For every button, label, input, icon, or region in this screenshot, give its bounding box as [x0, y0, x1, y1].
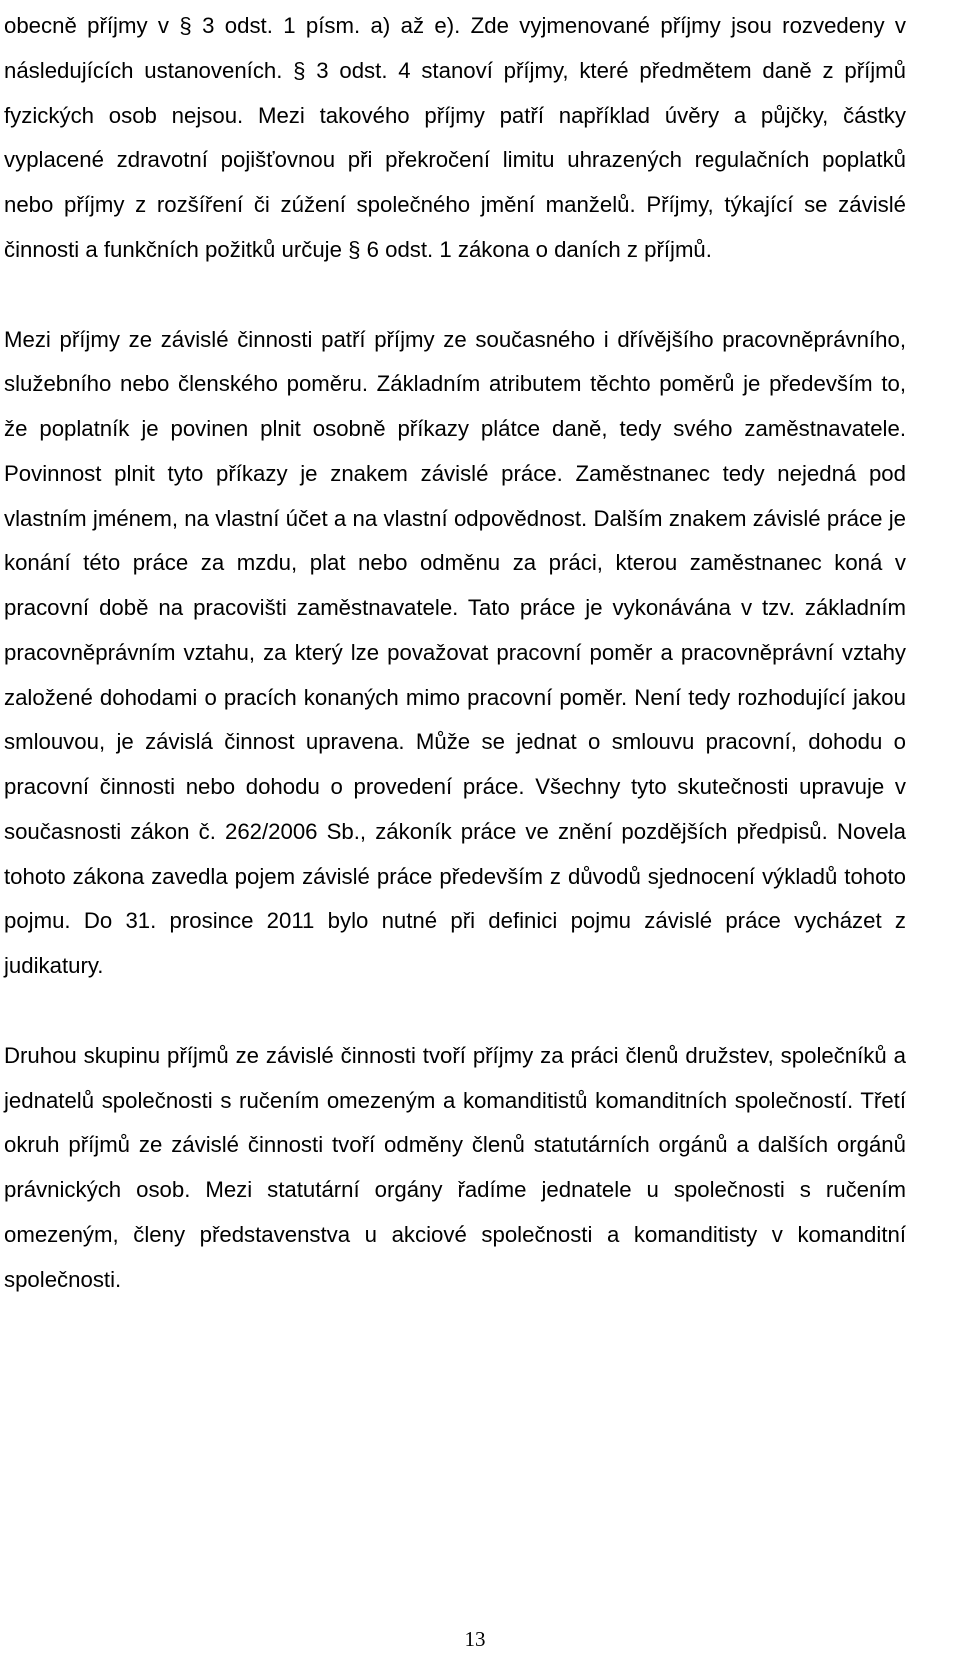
paragraph-income-overview: obecně příjmy v § 3 odst. 1 písm. a) až e). Zde vyjmenované příjmy jsou rozvedeny v následujících ustanoveních. § 3 odst. 4 stanoví příjmy, které předmětem daně z příjmů fyzických osob nejsou. Mezi takového příjmy patří například úvěry a půjčky, částky vyplacené zdravotní pojišťovnou při překročení limitu uhrazených regulačních poplatků nebo příjmy z rozšíření či zúžení společného jmění manželů. Příjmy, týkající se závislé činnosti a funkčních požitků určuje § 6 odst. 1 zákona o daních z příjmů. [4, 13, 906, 262]
page-footer [0, 1624, 960, 1654]
paragraph-second-group: Druhou skupinu příjmů ze závislé činnosti tvoří příjmy za práci členů družstev, společníků a jednatelů společnosti s ručením omezeným a komanditistů komanditních společností. Třetí okruh příjmů ze závislé činnosti tvoří odměny členů statutárních orgánů a dalších orgánů právnických osob. Mezi statutární orgány řadíme jednatele u společnosti s ručením omezeným, členy představenstva u akciové společnosti a komanditisty v komanditní společnosti. [4, 1042, 906, 1292]
paragraph-dependent-activity: Mezi příjmy ze závislé činnosti patří příjmy ze současného i dřívějšího pracovněprávního, služebního nebo členského poměru. Základním atributem těchto poměrů je především to, že poplatník je povinen plnit osobně příkazy plátce daně, tedy svého zaměstnavatele. Povinnost plnit tyto příkazy je znakem závislé práce. Zaměstnanec tedy nejedná pod vlastním jménem, na vlastní účet a na vlastní odpovědnost. Dalším znakem závislé práce je konání této práce za mzdu, plat nebo odměnu za práci, kterou zaměstnanec koná v pracovní době na pracovišti zaměstnavatele. Tato práce je vykonávána v tzv. základním pracovněprávním vztahu, za který lze považovat pracovní poměr a pracovněprávní vztahy založené dohodami o pracích konaných mimo pracovní poměr. Není tedy rozhodující jakou smlouvou, je závislá činnost upravena. Může se jednat o smlouvu pracovní, dohodu o pracovní činnosti nebo dohodu o provedení práce. Všechny tyto skutečnosti upravuje v současnosti zákon č. 262/2006 Sb., zákoník práce ve znění pozdějších předpisů. Novela tohoto zákona zavedla pojem závislé práce především z důvodů sjednocení výkladů tohoto pojmu. Do 31. prosince 2011 bylo nutné při definici pojmu závislé práce vycházet z judikatury. [4, 326, 906, 978]
page-number: 13 [464, 1627, 486, 1651]
paragraph-spacer [4, 989, 906, 1034]
paragraph-spacer [4, 273, 906, 318]
